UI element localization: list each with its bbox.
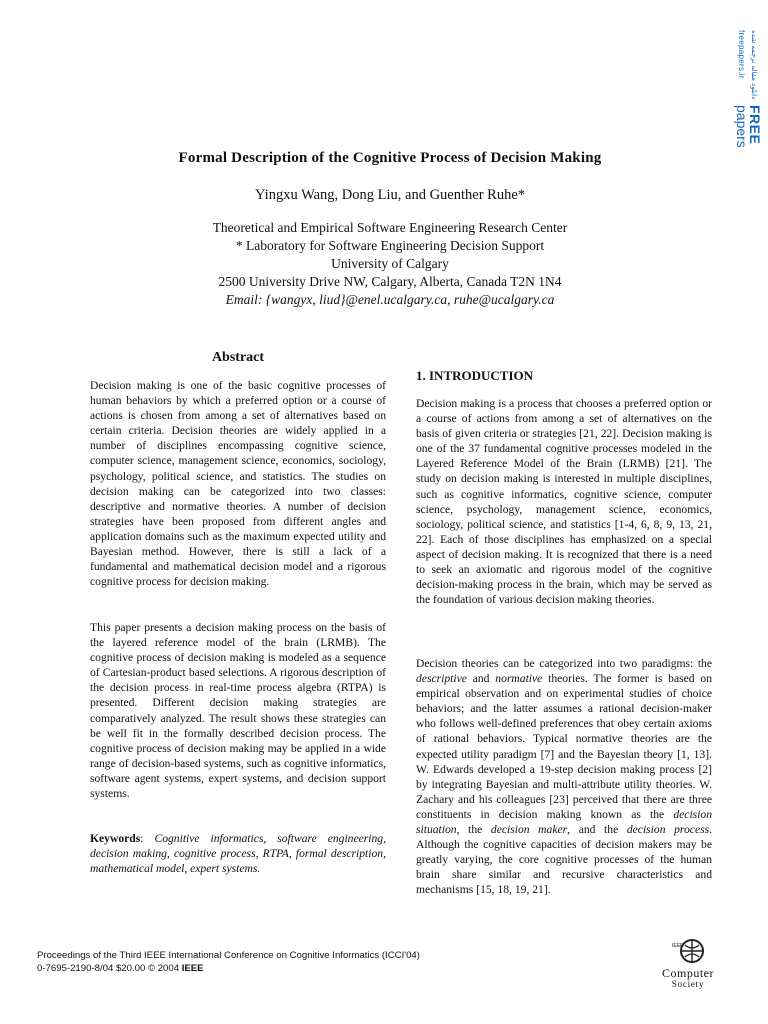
- paper-title: Formal Description of the Cognitive Process of Decision Making: [178, 150, 602, 166]
- intro-emphasis: decision maker: [490, 823, 568, 837]
- intro-emphasis: decision situation: [416, 807, 712, 837]
- intro-text: , the: [456, 823, 491, 837]
- intro-emphasis: normative: [495, 672, 543, 686]
- intro-text: and: [466, 672, 496, 686]
- footer-isbn-text: 0-7695-2190-8/04 $20.00 © 2004: [37, 963, 182, 974]
- keywords-label: Keywords: [90, 832, 141, 845]
- affiliation-line: Theoretical and Empirical Software Engineering Research Center: [212, 220, 568, 235]
- stamp-papers-label: papers: [734, 105, 750, 148]
- ieee-emblem-icon: [670, 937, 706, 967]
- intro-text: , and the: [567, 823, 627, 837]
- affiliation-line: * Laboratory for Software Engineering Decision Support: [235, 238, 545, 253]
- computer-society-logo: [650, 937, 726, 1005]
- footer-ieee-label: IEEE: [181, 963, 204, 974]
- logo-computer-label: Computer: [662, 966, 714, 980]
- introduction-paragraph: [416, 396, 712, 607]
- logo-ieee-small: IEEE: [672, 943, 684, 949]
- keywords-separator: :: [140, 832, 155, 845]
- author-emails: Email: {wangyx, liud}@enel.ucalgary.ca, ruhe@ucalgary.ca: [225, 292, 555, 307]
- introduction-paragraph: [416, 656, 712, 898]
- paper-authors: Yingxu Wang, Dong Liu, and Guenther Ruhe*: [255, 187, 525, 203]
- intro-text: Decision theories can be categorized into two paradigms: the: [416, 657, 712, 670]
- affiliation-line: University of Calgary: [331, 256, 449, 271]
- footer-proceedings-line: Proceedings of the Third IEEE International Conference on Cognitive Informatics (ICCI'04): [37, 950, 420, 961]
- footer-copyright-line: [37, 962, 420, 975]
- intro-emphasis: descriptive: [416, 672, 467, 686]
- intro-text: . Although the cognitive capacities of decision makers may be greatly varying, the core cognitive processes of the human brain share similar and recursive characteristics and mechanisms [15, 18, 19, 21].: [416, 823, 713, 897]
- abstract-heading: Abstract: [211, 350, 265, 365]
- keywords-block: [90, 831, 386, 876]
- logo-society-label: Society: [671, 979, 705, 989]
- stamp-persian-text: دانلود مقاله ترجمه شده: [750, 30, 758, 100]
- affiliation-address: 2500 University Drive NW, Calgary, Alberta, Canada T2N 1N4: [218, 274, 562, 289]
- abstract-paragraph: [90, 620, 386, 801]
- abstract-text: Decision making is one of the basic cognitive processes of human behaviors by which a preferred option or a course of actions is chosen from among a set of alternatives based on certain criteria. Decision theories are widely applied in a number of disciplines encompassing cognitive science, computer science, management science, economics, sociology, psychology, political science, and statistics. The studies on decision making can be categorized into two classes: descriptive and normative theories. A number of decision strategies have been proposed from different angles and application domains such as the maximum expected utility and Bayesian method. However, there is still a lack of a fundamental and mathematical decision model and a rigorous cognitive process for decision making.: [90, 379, 386, 589]
- intro-emphasis: decision process: [626, 823, 710, 837]
- affiliation-block: [60, 219, 720, 309]
- stamp-free-label: FREE: [747, 105, 763, 145]
- free-papers-stamp[interactable]: [733, 30, 761, 160]
- proceedings-footer: [37, 949, 420, 975]
- introduction-text: Decision making is a process that chooses a preferred option or a course of actions from among a set of alternatives on the basis of given criteria or strategies [21, 22]. Decision making is one of the 37 fundamental cognitive processes modeled in the Layered Reference Model of the Brain (LRMB) [21]. The study on decision making is interested in multiple disciplines, such as cognitive informatics, cognitive science, computer science, psychology, management science, economics, sociology, political science, and statistics [1-4, 6, 8, 9, 13, 21, 22]. Each of those disciplines has emphasized on a special aspect of decision making. It is recognized that there is a need to seek an axiomatic and rigorous model of the cognitive decision-making process in the brain, which may be served as the foundation of various decision making theories.: [416, 397, 712, 607]
- stamp-url: freepapers.ir: [737, 30, 746, 79]
- introduction-heading: 1. INTRODUCTION: [416, 368, 534, 383]
- abstract-paragraph: [90, 378, 386, 589]
- keywords-text: Cognitive informatics, software engineering, decision making, cognitive process, RTPA, formal description, mathematical model, expert systems.: [90, 832, 386, 876]
- intro-text: theories. The former is based on empirical observation and on experimental studies of choice behaviors; and the latter assumes a rational decision-maker who follows well-defined preferences that obey certain axioms of rational behaviors. Typical normative theories are the expected utility paradigm [7] and the Bayesian theory [1, 13]. W. Edwards developed a 19-step decision making process [2] by integrating Bayesian and multi-attribute utility theories. W. Zachary and his colleagues [23] perceived that there are three constituents in decision making known as the: [416, 672, 712, 821]
- abstract-text: This paper presents a decision making process on the basis of the layered reference model of the brain (LRMB). The cognitive process of decision making is modeled as a sequence of Cartesian-product based selections. A rigorous description of the decision process in real-time process algebra (RTPA) is presented. Different decision making strategies are comparatively analyzed. The result shows these strategies can be well fit in the formally described decision process. The cognitive process of decision making may be applied in a wide range of decision-based systems, such as cognitive informatics, software agent systems, expert systems, and decision support systems.: [90, 621, 386, 801]
